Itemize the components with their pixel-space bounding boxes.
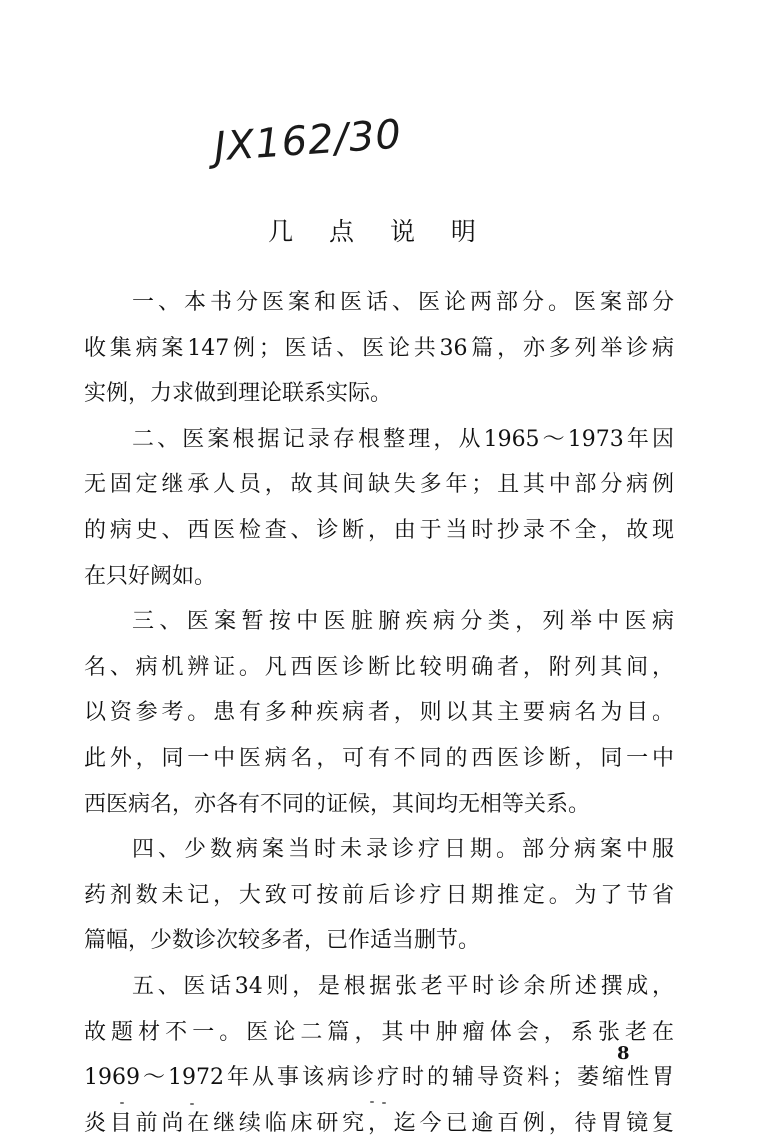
scan-specks — [120, 1100, 420, 1106]
text-line: 名、病机辨证。凡西医诊断比较明确者，附列其间， — [84, 654, 674, 680]
text-line: 无固定继承人员，故其间缺失多年；且其中部分病例 — [84, 472, 674, 498]
text-line: 收集病案147例；医话、医论共36篇，亦多列举诊病 — [84, 335, 674, 361]
text-line: 在只好阙如。 — [84, 563, 217, 589]
handwritten-call-number: JX162/30 — [212, 111, 404, 171]
text-line: 二、医案根据记录存根整理，从1965～1973年因 — [132, 426, 674, 452]
text-line: 的病史、西医检查、诊断，由于当时抄录不全，故现 — [84, 517, 674, 543]
text-line: 实例，力求做到理论联系实际。 — [84, 381, 393, 407]
text-line: 篇幅，少数诊次较多者，已作适当删节。 — [84, 928, 481, 954]
page-title: 几 点 说 明 — [268, 217, 490, 246]
text-line: 三、医案暂按中医脏腑疾病分类，列举中医病 — [132, 609, 674, 635]
text-line: 故题材不一。医论二篇，其中肿瘤体会，系张老在 — [84, 1019, 674, 1045]
text-line: 炎目前尚在继续临床研究，迄今已逾百例，待胃镜复 — [84, 1110, 674, 1136]
text-line: 西医病名，亦各有不同的证候，其间均无相等关系。 — [84, 791, 591, 817]
text-line: 一、本书分医案和医话、医论两部分。医案部分 — [132, 290, 674, 315]
page-number: 8 — [617, 1043, 630, 1064]
text-line: 1969～1972年从事该病诊疗时的辅导资料；萎缩性胃 — [84, 1065, 674, 1091]
text-line: 五、医话34则，是根据张老平时诊余所述撰成， — [132, 973, 674, 999]
body-text — [84, 280, 674, 1146]
text-line: 以资参考。患有多种疾病者，则以其主要病名为目。 — [84, 700, 674, 726]
text-line: 此外，同一中医病名，可有不同的西医诊断，同一中 — [84, 745, 674, 771]
text-line: 四、少数病案当时未录诊疗日期。部分病案中服 — [132, 837, 674, 863]
text-line: 药剂数未记，大致可按前后诊疗日期推定。为了节省 — [84, 882, 674, 908]
